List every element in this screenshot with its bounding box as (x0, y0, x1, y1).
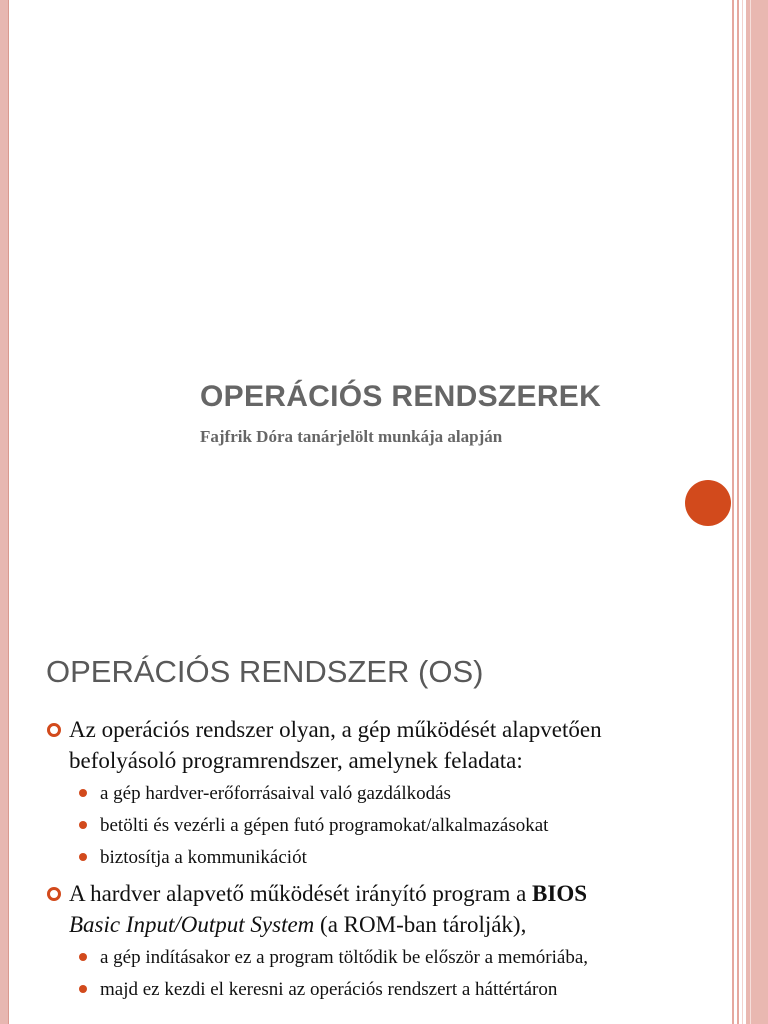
slide-subtitle: Fajfrik Dóra tanárjelölt munkája alapján (200, 427, 503, 446)
left-border (0, 632, 8, 1024)
right-stripe-decoration (732, 632, 768, 1024)
content-slide (0, 632, 768, 1024)
dot-bullet-icon (79, 953, 87, 961)
dot-bullet-icon (79, 789, 87, 797)
bios-expansion: Basic Input/Output System (69, 912, 315, 937)
dot-bullet-icon (79, 985, 87, 993)
sub-list-item: betölti és vezérli a gépen futó programokat/alkalmazásokat (46, 810, 696, 842)
sub-list-item: biztosítja a kommunikációt (46, 842, 696, 874)
dot-bullet-icon (79, 853, 87, 861)
sub-list-item: a gép indításakor ez a program töltődik be először a memóriába, (46, 942, 696, 974)
sub-list-item: a gép hardver-erőforrásaival való gazdálkodás (46, 778, 696, 810)
ring-bullet-icon (47, 723, 61, 737)
orange-circle-decoration (685, 480, 731, 526)
list-item: A hardver alapvető működését irányító program a BIOS Basic Input/Output System (a ROM-ban tárolják), (46, 878, 696, 940)
bullet-list (46, 714, 696, 1006)
ring-bullet-icon (47, 887, 61, 901)
sub-list-item: majd ez kezdi el keresni az operációs rendszert a háttértáron (46, 974, 696, 1006)
slide-title: OPERÁCIÓS RENDSZER (OS) (46, 654, 484, 689)
bios-term: BIOS (532, 881, 588, 906)
dot-bullet-icon (79, 821, 87, 829)
left-border (0, 0, 8, 632)
right-stripe-decoration (732, 0, 768, 632)
slide-title: OPERÁCIÓS RENDSZEREK (200, 380, 602, 413)
list-item: Az operációs rendszer olyan, a gép működését alapvetően befolyásoló programrendszer, amelynek feladata: (46, 714, 696, 776)
